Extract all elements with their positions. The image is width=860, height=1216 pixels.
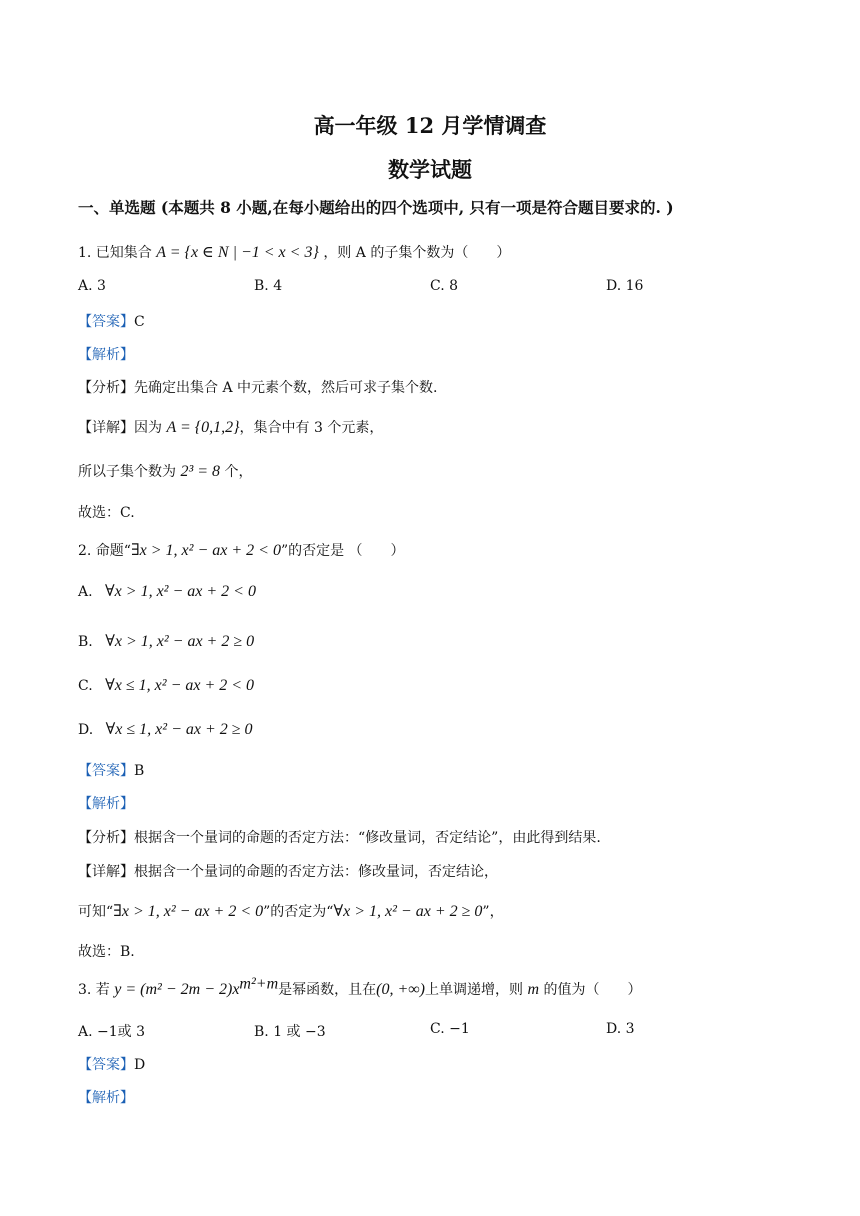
- section-heading: 一、单选题 (本题共 8 小题,在每小题给出的四个选项中, 只有一项是符合题目要求的. ): [78, 198, 674, 217]
- q3-answer: [78, 1055, 145, 1075]
- answer-label: 【答案】: [78, 1057, 134, 1073]
- q3-analysis: [78, 1088, 134, 1108]
- q2-option-a-expression: ∀x > 1, x² − ax + 2 < 0: [105, 583, 256, 600]
- q2-answer-value: B: [134, 763, 145, 779]
- q2-option-d-letter: D.: [78, 722, 94, 738]
- q2-answer: [78, 761, 144, 781]
- q1-option-a: A. 3: [78, 278, 106, 294]
- q3-stem-mid: 是幂函数，且在: [278, 982, 377, 998]
- q2-option-b-expression: ∀x > 1, x² − ax + 2 ≥ 0: [105, 633, 255, 650]
- q1-conclusion: 故选：C.: [78, 505, 135, 521]
- q2-line2: [78, 902, 504, 922]
- answer-label: 【答案】: [78, 314, 134, 330]
- fenxi-label: 【分析】: [78, 380, 134, 396]
- q2-line2-pre: 可知“: [78, 904, 114, 920]
- q3-interval: (0, +∞): [376, 981, 425, 998]
- q2-option-a-letter: A.: [78, 584, 93, 600]
- q3-stem: [78, 975, 642, 1000]
- q2-stem: [78, 541, 405, 561]
- q1-line2-expression: 2³ = 8: [180, 463, 221, 480]
- q2-option-b: [78, 632, 254, 652]
- q1-xiangjie: [78, 418, 383, 438]
- fenxi-label: 【分析】: [78, 830, 134, 846]
- q2-stem-pre: 2. 命题“: [78, 543, 131, 559]
- analysis-label: 【解析】: [78, 347, 134, 363]
- xiangjie-label: 【详解】: [78, 420, 134, 436]
- q2-xiangjie-text: 根据含一个量词的命题的否定方法：修改量词，否定结论，: [134, 864, 498, 880]
- q2-option-d-expression: ∀x ≤ 1, x² − ax + 2 ≥ 0: [105, 721, 253, 738]
- page-title: 高一年级 12 月学情调查: [313, 113, 547, 138]
- q1-line2-post: 个，: [224, 464, 253, 480]
- q2-conclusion: 故选：B.: [78, 944, 135, 960]
- q3-option-a: A. −1或 3: [78, 1024, 146, 1040]
- q1-xiangjie-expression: A = {0,1,2}: [166, 419, 240, 436]
- q1-xiangjie-pre: 因为: [134, 420, 162, 436]
- q1-stem-post: ，则 A 的子集个数为（ ）: [323, 245, 511, 261]
- q1-option-b: B. 4: [254, 278, 283, 294]
- q1-xiangjie-post: ，集合中有 3 个元素，: [239, 420, 384, 436]
- q1-stem: [78, 243, 510, 263]
- q2-fenxi: [78, 828, 601, 848]
- q2-line2-expression-2: ∀x > 1, x² − ax + 2 ≥ 0: [333, 903, 483, 920]
- q2-option-c-expression: ∀x ≤ 1, x² − ax + 2 < 0: [105, 677, 255, 694]
- q2-option-a: [78, 582, 256, 602]
- q2-option-c: [78, 676, 254, 696]
- q3-function-expression: y = (m² − 2m − 2)x: [114, 981, 240, 998]
- q1-line2-pre: 所以子集个数为: [78, 464, 176, 480]
- q2-line2-expression-1: ∃x > 1, x² − ax + 2 < 0: [113, 903, 264, 920]
- q1-set-expression: A = {x ∈ N | −1 < x < 3}: [156, 244, 319, 261]
- q3-stem-post: 的值为（ ）: [543, 982, 642, 998]
- q2-fenxi-text: 根据含一个量词的命题的否定方法：“修改量词，否定结论”，由此得到结果.: [134, 830, 601, 846]
- q3-option-b: B. 1 或 −3: [254, 1024, 326, 1040]
- q1-fenxi: [78, 378, 437, 398]
- q2-stem-expression: ∃x > 1, x² − ax + 2 < 0: [130, 542, 281, 559]
- q2-option-c-letter: C.: [78, 678, 93, 694]
- q3-variable: m: [527, 981, 539, 998]
- q3-stem-mid2: 上单调递增，则: [424, 982, 523, 998]
- analysis-label: 【解析】: [78, 1090, 134, 1106]
- q2-stem-post: ”的否定是 （ ）: [280, 543, 405, 559]
- q2-line2-post: ”，: [482, 904, 504, 920]
- q1-answer: [78, 312, 145, 332]
- q1-option-d: D. 16: [606, 278, 644, 294]
- q1-option-c: C. 8: [430, 278, 459, 294]
- q1-line2: [78, 462, 253, 482]
- q2-line2-mid: ”的否定为“: [263, 904, 334, 920]
- q3-option-c: C. −1: [430, 1021, 470, 1037]
- q2-option-b-letter: B.: [78, 634, 93, 650]
- q1-fenxi-text: 先确定出集合 A 中元素个数，然后可求子集个数.: [134, 380, 438, 396]
- q2-xiangjie: [78, 862, 498, 882]
- analysis-label: 【解析】: [78, 796, 134, 812]
- q2-analysis: [78, 794, 134, 814]
- answer-label: 【答案】: [78, 763, 134, 779]
- q2-option-d: [78, 720, 253, 740]
- q1-answer-value: C: [134, 314, 145, 330]
- page-subtitle: 数学试题: [388, 157, 472, 182]
- xiangjie-label: 【详解】: [78, 864, 134, 880]
- q1-stem-pre: 1. 已知集合: [78, 245, 152, 261]
- q1-analysis: [78, 345, 134, 365]
- q3-answer-value: D: [134, 1057, 146, 1073]
- q3-stem-pre: 3. 若: [78, 982, 110, 998]
- q3-exponent: m²+m: [239, 975, 279, 993]
- q3-option-d: D. 3: [606, 1021, 635, 1037]
